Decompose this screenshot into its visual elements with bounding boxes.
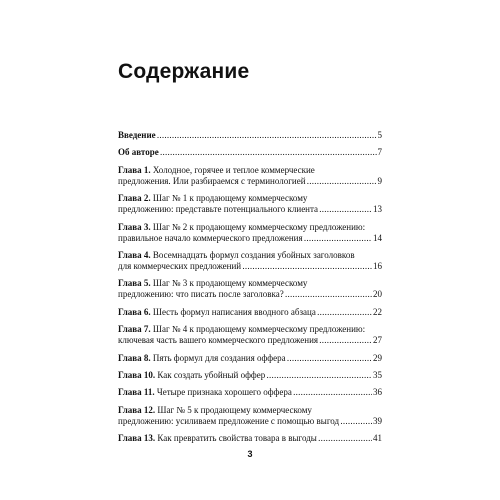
toc-leader-dots bbox=[118, 147, 377, 158]
toc-entry-line bbox=[118, 433, 382, 444]
toc-entry-label: Глава 4. bbox=[118, 249, 151, 260]
toc-entry-line bbox=[118, 233, 382, 244]
toc-entry[interactable] bbox=[118, 222, 382, 244]
toc-page-number: 35 bbox=[373, 369, 382, 380]
toc-entry-text: предложению: представьте потенциального клиента bbox=[118, 204, 319, 215]
toc-entry[interactable] bbox=[118, 278, 382, 300]
toc-page-number: 41 bbox=[373, 433, 382, 444]
toc-entry-text: Шаг № 1 к продающему коммерческому bbox=[152, 193, 308, 204]
toc-entry-text: предложению: что писать после заголовка? bbox=[118, 289, 284, 300]
toc-entry-label: Глава 6. bbox=[118, 306, 151, 317]
toc-leader-dots bbox=[118, 353, 372, 364]
table-of-contents bbox=[118, 130, 382, 450]
toc-entry[interactable] bbox=[118, 130, 382, 141]
toc-entry[interactable] bbox=[118, 165, 382, 187]
toc-entry-line bbox=[118, 278, 382, 289]
toc-page-number: 7 bbox=[377, 147, 382, 158]
toc-entry-line bbox=[118, 176, 382, 187]
toc-leader-dots bbox=[118, 433, 372, 444]
toc-entry-label: Глава 10. bbox=[118, 369, 156, 380]
toc-entry-line bbox=[118, 387, 382, 398]
toc-entry-label: Об авторе bbox=[118, 147, 159, 158]
toc-page-number: 27 bbox=[373, 335, 382, 346]
toc-entry-text: Четыре признака хорошего оффера bbox=[156, 387, 292, 398]
toc-leader-dots bbox=[118, 289, 372, 300]
toc-leader-dots bbox=[118, 204, 372, 215]
toc-entry-line bbox=[118, 416, 382, 427]
toc-leader-dots bbox=[118, 130, 377, 141]
toc-leader-dots bbox=[118, 307, 372, 318]
page-number: 3 bbox=[247, 449, 253, 459]
toc-page-number: 9 bbox=[377, 175, 382, 186]
toc-entry-line bbox=[118, 165, 382, 176]
toc-entry-text: Шаг № 4 к продающему коммерческому предложению: bbox=[152, 324, 366, 335]
toc-leader-dots bbox=[118, 176, 377, 187]
toc-entry[interactable] bbox=[118, 370, 382, 381]
toc-leader-dots bbox=[118, 261, 372, 272]
toc-leader-dots bbox=[118, 370, 372, 381]
toc-entry-line bbox=[118, 289, 382, 300]
toc-entry-text: Как превратить свойства товара в выгоды bbox=[157, 433, 317, 444]
toc-entry-label: Введение bbox=[118, 130, 156, 140]
toc-entry-label: Глава 13. bbox=[118, 433, 156, 444]
toc-entry-label: Глава 1. bbox=[118, 164, 151, 175]
toc-entry-line bbox=[118, 147, 382, 158]
toc-entry[interactable] bbox=[118, 324, 382, 346]
toc-entry-label: Глава 8. bbox=[118, 352, 151, 363]
toc-entry-line bbox=[118, 353, 382, 364]
toc-page-number: 36 bbox=[373, 387, 382, 398]
toc-entry-line bbox=[118, 370, 382, 381]
toc-entry-line bbox=[118, 222, 382, 233]
toc-entry-text: Шаг № 2 к продающему коммерческому предложению: bbox=[152, 221, 366, 232]
toc-entry-line bbox=[118, 405, 382, 416]
toc-entry-text: Шесть формул написания вводного абзаца bbox=[152, 306, 316, 317]
page-title: Содержание bbox=[118, 60, 250, 83]
toc-entry-line bbox=[118, 130, 382, 141]
toc-entry-text: Как создать убойный оффер bbox=[157, 369, 266, 380]
toc-entry-text: Восемнадцать формул создания убойных заголовков bbox=[152, 249, 355, 260]
toc-entry-text: для коммерческих предложений bbox=[118, 260, 242, 271]
toc-entry-line bbox=[118, 204, 382, 215]
toc-entry[interactable] bbox=[118, 387, 382, 398]
toc-leader-dots bbox=[118, 335, 372, 346]
toc-entry-text: предложению: усиливаем предложение с помощью выгод bbox=[118, 415, 340, 426]
toc-page-number: 16 bbox=[373, 260, 382, 271]
toc-entry-text: Холодное, горячее и теплое коммерческие bbox=[152, 164, 315, 175]
toc-entry[interactable] bbox=[118, 405, 382, 427]
toc-entry[interactable] bbox=[118, 147, 382, 158]
toc-entry-label: Глава 11. bbox=[118, 387, 155, 398]
toc-entry-line bbox=[118, 307, 382, 318]
toc-page-number: 39 bbox=[373, 415, 382, 426]
toc-entry[interactable] bbox=[118, 193, 382, 215]
toc-page-number: 14 bbox=[373, 232, 382, 243]
toc-entry-label: Глава 3. bbox=[118, 221, 151, 232]
toc-entry[interactable] bbox=[118, 250, 382, 272]
toc-page-number: 22 bbox=[373, 306, 382, 317]
toc-entry[interactable] bbox=[118, 433, 382, 444]
toc-leader-dots bbox=[118, 233, 372, 244]
toc-page-number: 29 bbox=[373, 352, 382, 363]
toc-entry-label: Глава 7. bbox=[118, 324, 151, 335]
toc-entry-line bbox=[118, 335, 382, 346]
toc-entry-text: ключевая часть вашего коммерческого предложения bbox=[118, 335, 319, 346]
toc-entry[interactable] bbox=[118, 307, 382, 318]
toc-entry-line bbox=[118, 324, 382, 335]
toc-entry-line bbox=[118, 261, 382, 272]
toc-entry-label: Глава 2. bbox=[118, 193, 151, 204]
toc-entry-text: Шаг № 5 к продающему коммерческому bbox=[157, 404, 312, 415]
toc-page-number: 20 bbox=[373, 289, 382, 300]
toc-entry-line bbox=[118, 250, 382, 261]
toc-leader-dots bbox=[118, 416, 372, 427]
toc-page-number: 5 bbox=[377, 130, 382, 140]
toc-entry-text: предложения. Или разбираемся с терминологией bbox=[118, 175, 306, 186]
toc-page-number: 13 bbox=[373, 204, 382, 215]
toc-entry-label: Глава 12. bbox=[118, 404, 156, 415]
toc-entry-label: Глава 5. bbox=[118, 278, 151, 289]
toc-entry[interactable] bbox=[118, 353, 382, 364]
toc-entry-text: правильное начало коммерческого предложения bbox=[118, 232, 303, 243]
toc-entry-text: Шаг № 3 к продающему коммерческому bbox=[152, 278, 308, 289]
toc-entry-text: Пять формул для создания оффера bbox=[152, 352, 286, 363]
toc-leader-dots bbox=[118, 387, 372, 398]
toc-entry-line bbox=[118, 193, 382, 204]
